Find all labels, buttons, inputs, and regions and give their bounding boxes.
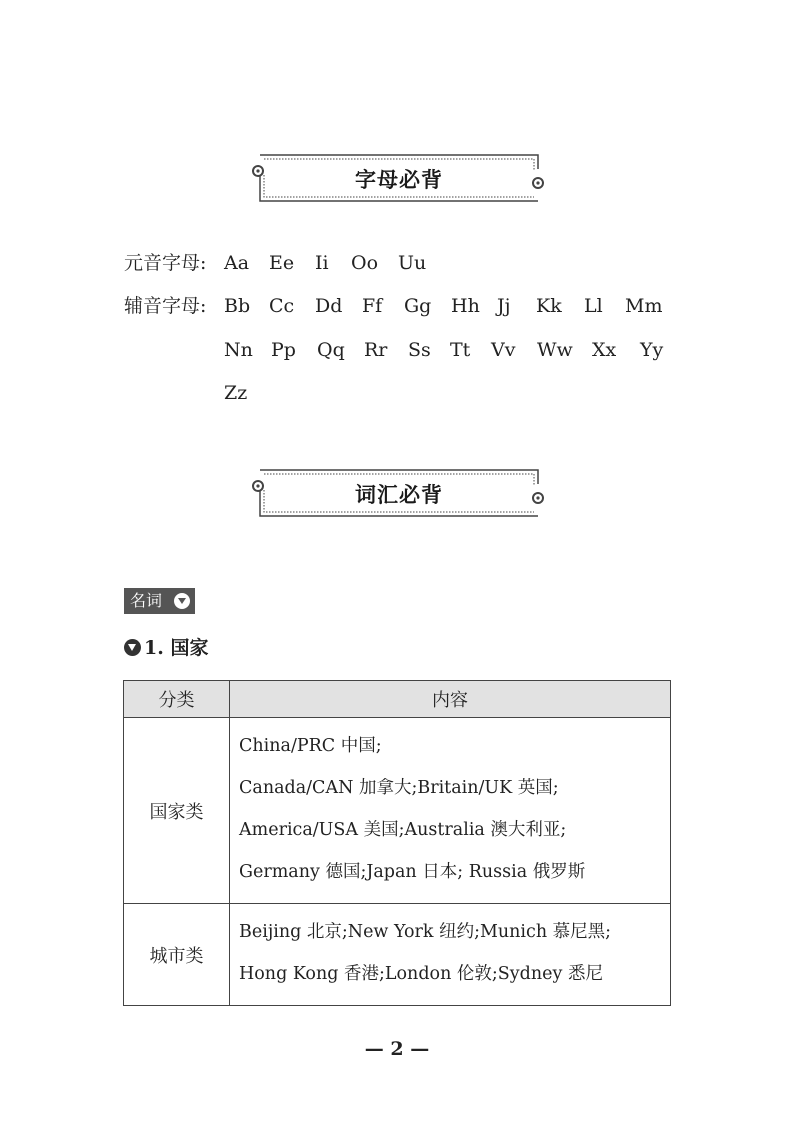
column-header: 分类	[124, 681, 230, 718]
content-line: America/USA 美国;Australia 澳大利亚;	[239, 820, 567, 840]
section-title: 字母必背	[355, 168, 443, 192]
letter: Dd	[315, 295, 343, 317]
content-line: Hong Kong 香港;London 伦敦;Sydney 悉尼	[239, 964, 603, 984]
vowel-label: 元音字母:	[124, 252, 207, 274]
section-title: 词汇必背	[355, 483, 443, 507]
content-cell	[230, 904, 671, 1006]
letter: Bb	[224, 295, 251, 317]
content-line: Germany 德国;Japan 日本; Russia 俄罗斯	[239, 862, 586, 882]
category-cell: 城市类	[124, 904, 230, 1006]
letter: Oo	[351, 252, 379, 274]
category-cell: 国家类	[124, 718, 230, 904]
letter: Cc	[269, 295, 295, 317]
subsection-title: 1. 国家	[144, 637, 209, 659]
letter: Vv	[491, 339, 516, 361]
table-row	[124, 718, 671, 904]
letter: Nn	[224, 339, 253, 361]
letter: Ee	[269, 252, 295, 274]
content-line: Beijing 北京;New York 纽约;Munich 慕尼黑;	[239, 922, 612, 942]
letter: Hh	[451, 295, 480, 317]
letter: Pp	[271, 339, 296, 361]
letter: Tt	[450, 339, 471, 361]
content-cell	[230, 718, 671, 904]
table-row	[124, 904, 671, 1006]
vocab-table	[123, 680, 671, 1006]
subsection-heading	[124, 636, 208, 660]
letter: Kk	[536, 295, 562, 317]
content-line: China/PRC 中国;	[239, 736, 382, 756]
noun-tag-label: 名词	[130, 591, 163, 610]
noun-tag	[124, 588, 195, 614]
letter: Aa	[224, 252, 250, 274]
letter: Uu	[398, 252, 427, 274]
letter: Jj	[497, 295, 511, 317]
letter: Ii	[315, 252, 329, 274]
letter: Rr	[364, 339, 388, 361]
letter: Gg	[404, 295, 432, 317]
letter: Xx	[592, 339, 617, 361]
triangle-down-icon	[124, 639, 141, 656]
section-banner-letters	[252, 153, 546, 207]
table-header-row	[124, 681, 671, 718]
letter: Qq	[317, 339, 345, 361]
letter: Yy	[640, 339, 664, 361]
page-number: — 2 —	[364, 1038, 430, 1060]
letter: Zz	[224, 382, 248, 404]
letter: Ww	[537, 339, 573, 361]
letter: Mm	[625, 295, 663, 317]
column-header: 内容	[230, 681, 671, 718]
letter: Ff	[362, 295, 383, 317]
content-line: Canada/CAN 加拿大;Britain/UK 英国;	[239, 778, 559, 798]
letter: Ll	[584, 295, 603, 317]
section-banner-vocab	[252, 468, 546, 522]
triangle-down-icon	[174, 593, 190, 609]
letter: Ss	[408, 339, 431, 361]
consonant-label: 辅音字母:	[124, 295, 207, 317]
